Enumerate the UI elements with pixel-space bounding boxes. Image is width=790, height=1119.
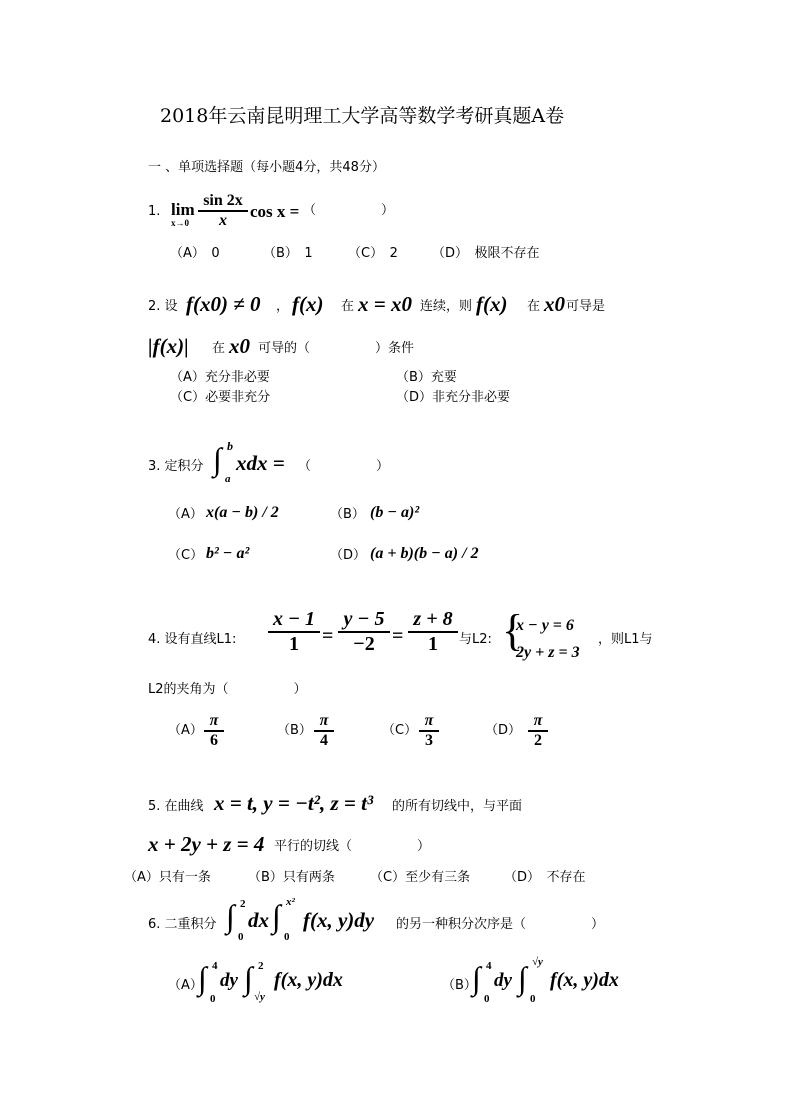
q5-prefix: 5. 在曲线 [148, 799, 204, 814]
q6-prefix: 6. 二重积分 [148, 917, 217, 932]
q4-label-a: （A） [168, 723, 203, 738]
q4-line2: L2的夹角为（ ） [148, 682, 307, 697]
q2-line2-text-1: 在 [212, 341, 226, 356]
q2-line2-text-2: 可导的（ ）条件 [258, 341, 415, 356]
q1-option-a: （A） 0 [170, 246, 220, 261]
q4-fraction-1 [268, 608, 320, 656]
q6-label-b: （B） [442, 978, 477, 993]
q2-text-1: 在 [341, 299, 355, 314]
q6-dx: dx [248, 908, 269, 932]
q4-a-numerator: π [209, 712, 219, 729]
q6b-body: f(x, y)dx [550, 969, 619, 991]
q4-equals-2: = [392, 625, 404, 647]
q4-b-denominator: 4 [320, 732, 328, 749]
q6b-upper-2: √y [532, 956, 543, 968]
q4-a-denominator: 6 [210, 732, 218, 749]
q4-b-numerator: π [319, 712, 329, 729]
q4-f2-denominator: −2 [353, 633, 375, 655]
q2-option-a: （A）充分非必要 [170, 370, 270, 385]
q1-numerator: sin 2x [203, 192, 243, 209]
q3-label-b: （B） [330, 507, 365, 522]
integral-sign-icon: ∫ [518, 960, 527, 996]
q1-lim: lim [171, 200, 195, 219]
q6-upper-2: x² [286, 896, 295, 908]
q2-expr-d: f(x) [476, 292, 508, 316]
q6b-lower-2: 0 [530, 993, 536, 1005]
q5-curve: x = t, y = −t², z = t³ [214, 791, 374, 815]
q4-fraction-2 [338, 608, 390, 656]
q4-option-d [528, 712, 548, 750]
q4-label-d: （D） [485, 723, 522, 738]
q1-option-d: （D） 极限不存在 [432, 246, 540, 261]
q4-fraction-3 [408, 608, 458, 656]
q5-option-d: （D） 不存在 [504, 870, 586, 885]
q6a-dy: dy [220, 970, 238, 991]
q3-option-d: (a + b)(b − a) / 2 [370, 545, 479, 562]
q3-option-a: x(a − b) / 2 [206, 504, 279, 521]
q6-body: f(x, y)dy [303, 908, 375, 932]
q6-label-a: （A） [168, 978, 203, 993]
q6b-lower-1: 0 [484, 993, 490, 1005]
integral-sign-icon: ∫ [213, 441, 222, 477]
q4-d-denominator: 2 [534, 732, 542, 749]
q4-f2-numerator: y − 5 [343, 608, 385, 630]
q5-text-1: 的所有切线中，与平面 [392, 799, 523, 814]
q6a-upper-2: 2 [258, 960, 264, 972]
q6-lower-1: 0 [238, 931, 244, 943]
brace-icon: { [502, 606, 524, 655]
q4-c-numerator: π [424, 712, 434, 729]
q6a-body: f(x, y)dx [274, 969, 343, 991]
q2-expr-c: x = x0 [358, 292, 412, 316]
q5-plane: x + 2y + z = 4 [148, 832, 265, 856]
q1-number: 1. [148, 204, 161, 219]
q3-label-d: （D） [330, 548, 367, 563]
q2-text-3: 在 [527, 299, 541, 314]
q3-integrand: xdx = [236, 451, 285, 475]
q2-expr-e: x0 [544, 292, 565, 316]
q4-mid: 与L2: [459, 632, 492, 647]
q1-option-c: （C） 2 [348, 246, 398, 261]
q1-option-b: （B） 1 [263, 246, 313, 261]
q6a-lower-1: 0 [210, 993, 216, 1005]
q4-label-c: （C） [382, 723, 418, 738]
q4-system-eq-2: 2y + z = 3 [516, 644, 580, 661]
q1-denominator: x [219, 212, 227, 229]
q4-prefix: 4. 设有直线L1: [148, 632, 237, 647]
q2-prefix: 2. 设 [148, 299, 178, 314]
q2-option-b: （B）充要 [396, 370, 457, 385]
q2-expr-b: f(x) [292, 292, 324, 316]
q4-equals-1: = [322, 625, 334, 647]
q4-f1-denominator: 1 [289, 633, 299, 655]
q2-text-4: 可导是 [566, 299, 606, 314]
q4-tail: ，则L1与 [598, 632, 653, 647]
page-title: 2018年云南昆明理工大学高等数学考研真题A卷 [160, 105, 565, 127]
q2-text-2: 连续，则 [420, 299, 473, 314]
q3-option-b: (b − a)² [370, 504, 420, 521]
q6b-dy: dy [494, 970, 512, 991]
integral-sign-icon: ∫ [198, 960, 207, 996]
q2-comma: ， [276, 299, 290, 314]
q6-tail: 的另一种积分次序是（ ） [396, 917, 605, 932]
q6b-upper-1: 4 [486, 960, 492, 972]
integral-sign-icon: ∫ [272, 898, 281, 934]
q3-option-c: b² − a² [206, 545, 250, 562]
q2-expr-a: f(x0) ≠ 0 [186, 292, 261, 316]
q4-option-a [204, 712, 224, 750]
q4-option-c [419, 712, 439, 750]
q5-option-c: （C）至少有三条 [370, 870, 471, 885]
q4-f3-denominator: 1 [428, 633, 438, 655]
integral-sign-icon: ∫ [226, 898, 235, 934]
q3-label-c: （C） [168, 548, 204, 563]
q2-abs-expr: |f(x)| [148, 334, 189, 358]
q4-c-denominator: 3 [425, 732, 433, 749]
q5-text-2: 平行的切线（ ） [274, 839, 431, 854]
q4-label-b: （B） [277, 723, 312, 738]
q3-blank: （ ） [298, 459, 390, 474]
q6-upper-1: 2 [240, 898, 246, 910]
q1-tail: cos x = [250, 202, 300, 221]
q5-option-b: （B）只有两条 [248, 870, 335, 885]
q3-label-a: （A） [168, 507, 203, 522]
q1-fraction [198, 192, 248, 230]
q2-option-c: （C）必要非充分 [170, 390, 271, 405]
q2-line2-x0: x0 [229, 334, 250, 358]
q3-upper-limit: b [227, 439, 233, 453]
q3-prefix: 3. 定积分 [148, 459, 204, 474]
q6a-upper-1: 4 [212, 960, 218, 972]
q5-option-a: （A）只有一条 [124, 870, 211, 885]
q4-f1-numerator: x − 1 [272, 608, 316, 630]
q3-lower-limit: a [225, 473, 231, 485]
q6a-lower-2: √y [254, 991, 265, 1003]
q4-option-b [314, 712, 334, 750]
integral-sign-icon: ∫ [244, 960, 253, 996]
q2-option-d: （D）非充分非必要 [396, 390, 511, 405]
q4-d-numerator: π [533, 712, 543, 729]
section-heading: 一 、单项选择题（每小题4分，共48分） [148, 160, 385, 175]
q4-system-eq-1: x − y = 6 [516, 617, 574, 634]
q1-lim-sub: x→0 [171, 218, 189, 228]
q4-f3-numerator: z + 8 [413, 608, 453, 630]
integral-sign-icon: ∫ [472, 960, 481, 996]
q6-lower-2: 0 [284, 931, 290, 943]
q1-blank: （ ） [303, 203, 395, 218]
